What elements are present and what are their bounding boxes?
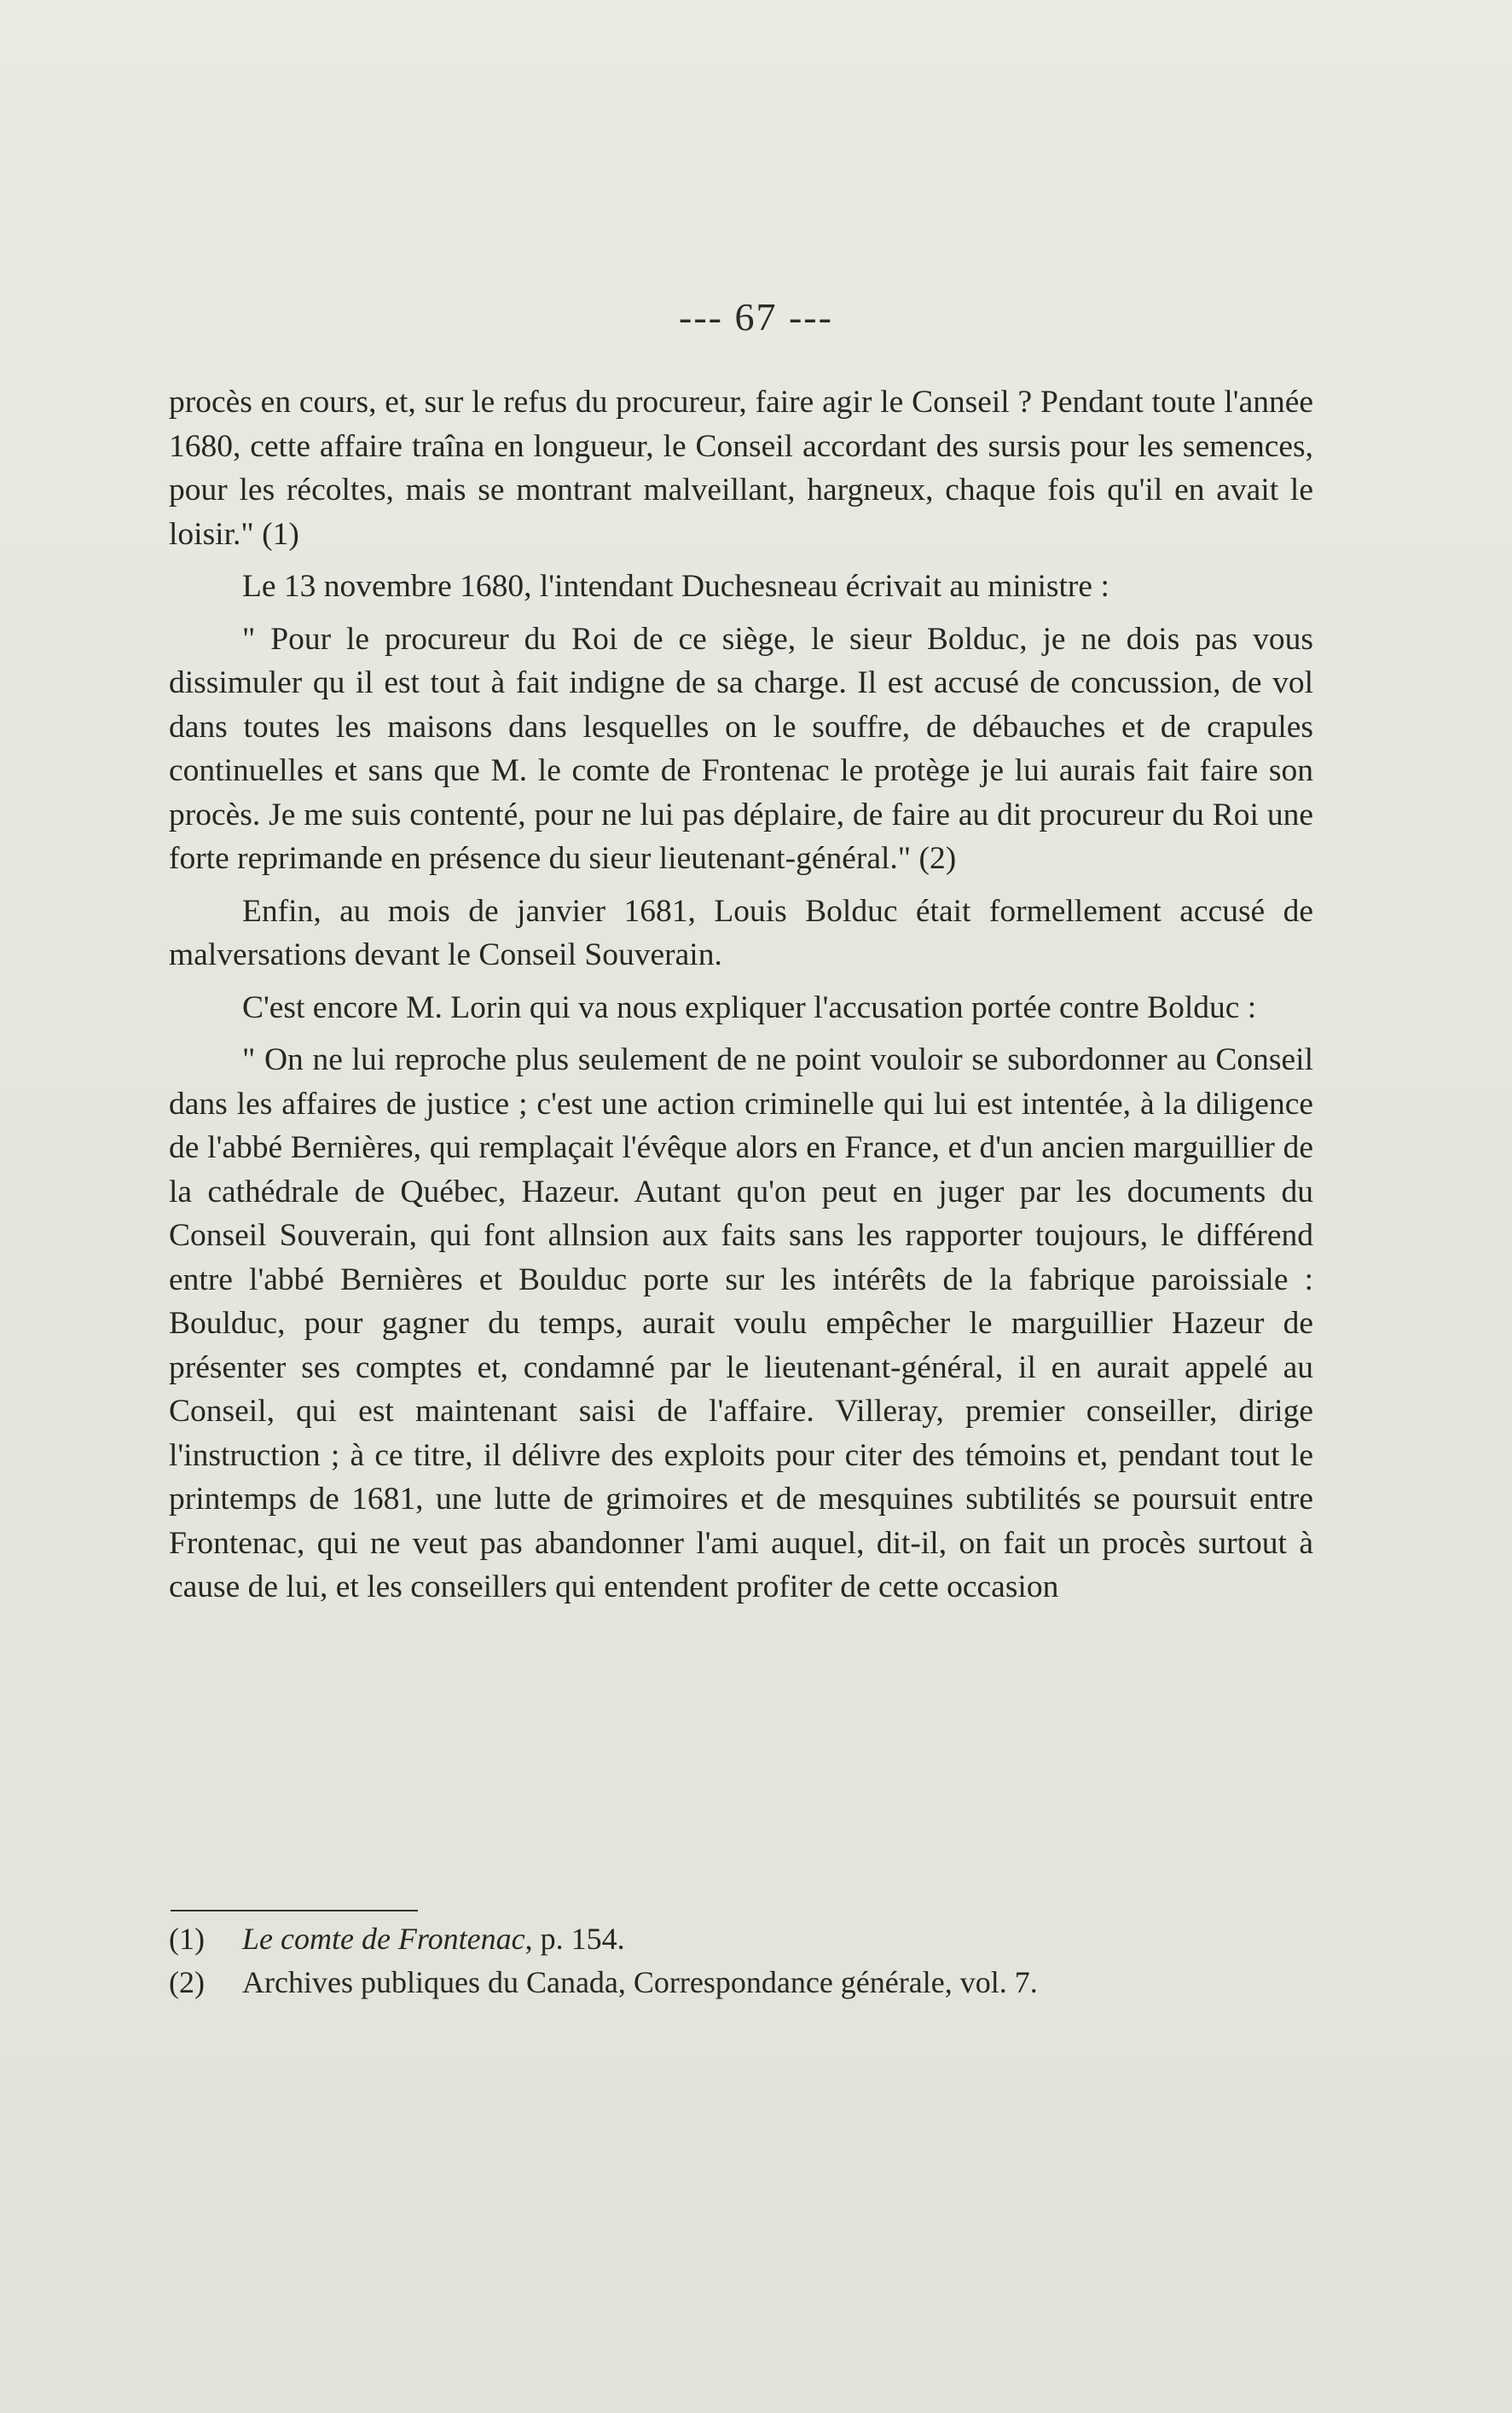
footnote-1-title: Le comte de Frontenac — [242, 1922, 525, 1956]
footnote-divider — [171, 1910, 418, 1911]
paragraph-duchesneau-quote: " Pour le procureur du Roi de ce siège, le sieur Bolduc, je ne dois pas vous dissimuler qu il est tout à fait indigne de sa charge. Il est accusé de concussion, de vol dans toutes les maisons dans lesquelles on le souffre, de débauches et de crapules continuelles et sans que M. le comte de Frontenac le protège je lui aurais fait faire son procès. Je me suis contenté, pour ne lui pas déplaire, de faire au dit procureur du Roi une forte reprimande en présence du sieur lieutenant-général." (2) — [169, 621, 1313, 876]
body-text — [169, 380, 1313, 1618]
paragraph-lorin-quote: " On ne lui reproche plus seulement de ne point vouloir se subordonner au Conseil dans les affaires de justice ; c'est une action criminelle qui lui est intentée, à la diligence de l'abbé Bernières, qui remplaçait l'évêque alors en France, et d'un ancien marguillier de la cathédrale de Québec, Hazeur. Autant qu'on peut en juger par les documents du Conseil Souverain, qui font allnsion aux faits sans les rapporter toujours, le différend entre l'abbé Bernières et Boulduc porte sur les intérêts de la fabrique paroissiale : Boulduc, pour gagner du temps, aurait voulu empêcher le marguillier Hazeur de présenter ses comptes et, condamné par le lieutenant-général, il en aurait appelé au Conseil, qui est maintenant saisi de l'affaire. Villeray, premier conseiller, dirige l'instruction ; à ce titre, il délivre des exploits pour citer des témoins et, pendant tout le printemps de 1681, une lutte de grimoires et de mesquines subtilités se poursuit entre Frontenac, qui ne veut pas abandonner l'ami auquel, dit-il, on fait un procès surtout à cause de lui, et les conseillers qui entendent profiter de cette occasion — [169, 1042, 1313, 1604]
page-number: --- 67 --- — [679, 295, 833, 339]
footnote-2-text: Archives publiques du Canada, Correspondance générale, vol. 7. — [242, 1965, 1038, 1999]
footnote-1-text: , p. 154. — [524, 1922, 625, 1956]
paragraph-duchesneau-letter-intro: Le 13 novembre 1680, l'intendant Duchesneau écrivait au ministre : — [242, 569, 1109, 604]
paragraph-continuation: procès en cours, et, sur le refus du procureur, faire agir le Conseil ? Pendant toute l'année 1680, cette affaire traîna en longueur, le Conseil accordant des sursis pour les semences, pour les récoltes, mais se montrant malveillant, hargneux, chaque fois qu'il en avait le loisir." (1) — [169, 385, 1313, 552]
paragraph-accusation-1681: Enfin, au mois de janvier 1681, Louis Bolduc était formellement accusé de malversations devant le Conseil Souverain. — [169, 893, 1313, 972]
footnote-2-mark: (2) — [169, 1965, 205, 1999]
footnote-1-mark: (1) — [169, 1922, 205, 1956]
footnote-2 — [169, 1961, 1313, 2004]
footnote-1 — [169, 1917, 1313, 1961]
paragraph-lorin-intro: C'est encore M. Lorin qui va nous expliquer l'accusation portée contre Bolduc : — [242, 989, 1257, 1025]
footnotes — [169, 1917, 1313, 2004]
